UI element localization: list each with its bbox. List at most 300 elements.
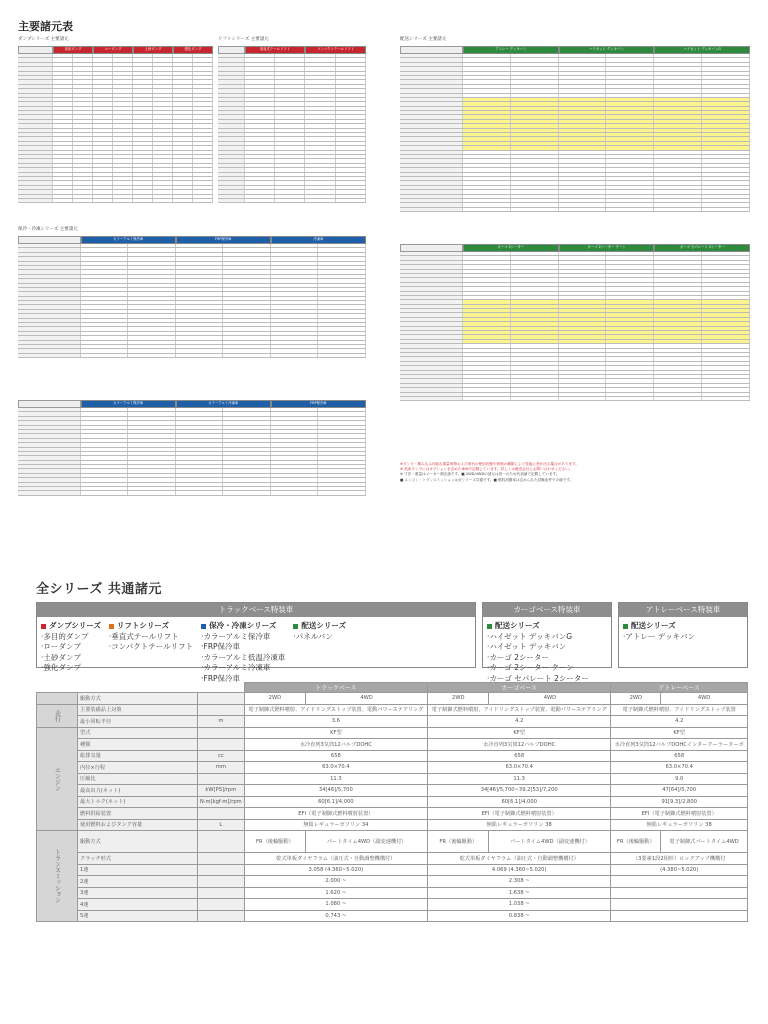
category-head: トラックベース特装車 [37, 603, 475, 617]
mini-table-cell [654, 335, 702, 338]
mini-table-cell [128, 275, 176, 278]
mini-table-cell [218, 76, 245, 79]
mini-table-cell [511, 85, 559, 88]
spec-value: 4WD [661, 693, 748, 705]
spec-row-unit [198, 899, 245, 911]
mini-table-header [218, 46, 366, 54]
mini-table-cell [176, 288, 224, 291]
mini-table-cell [606, 283, 654, 286]
mini-table-cell [113, 133, 133, 136]
mini-table-cell [702, 203, 750, 206]
mini-table-cell [18, 257, 81, 260]
mini-table-cell [559, 265, 607, 268]
series-item: ·パネルバン [293, 631, 333, 641]
mini-table-cell [702, 190, 750, 193]
mini-table-cell [53, 186, 73, 189]
mini-table-cell [223, 244, 271, 247]
mini-table-cell [400, 331, 463, 334]
mini-table-cell [193, 80, 213, 83]
spec-row-unit: cc [198, 750, 245, 762]
mini-table-cell [305, 72, 335, 75]
mini-table-cell [400, 190, 463, 193]
mini-table-cell [606, 164, 654, 167]
mini-table-cell [559, 120, 607, 123]
mini-table-cell [93, 102, 113, 105]
mini-table-cell [606, 393, 654, 396]
mini-table-cell [400, 67, 463, 70]
mini-table-cell [93, 133, 113, 136]
mini-table-cell [400, 142, 463, 145]
mini-table-cell [173, 146, 193, 149]
mini-table-cell [702, 133, 750, 136]
mini-table-cell [702, 142, 750, 145]
mini-table-cell [218, 58, 245, 61]
spec-value: 11.3 [244, 773, 427, 785]
mini-table-cell [93, 186, 113, 189]
header-label-cell [218, 46, 245, 54]
mini-table-cell [93, 159, 113, 162]
mini-table-cell [511, 146, 559, 149]
mini-table-cell [81, 305, 129, 308]
spec-row-unit [198, 693, 245, 705]
mini-table-cell [463, 327, 511, 330]
mini-table-cell [73, 190, 93, 193]
mini-table-cell [81, 332, 129, 335]
mini-table-cell [18, 439, 81, 442]
category-body [483, 617, 611, 688]
mini-table-cell [81, 483, 129, 486]
mini-table-cell [223, 426, 271, 429]
mini-table-cell [245, 177, 275, 180]
mini-table-cell [93, 142, 113, 145]
mini-table-cell [336, 173, 366, 176]
mini-table-cell [606, 98, 654, 101]
mini-table-cell [128, 297, 176, 300]
mini-table-cell [654, 137, 702, 140]
mini-table-cell [336, 137, 366, 140]
mini-table-cell [702, 371, 750, 374]
series-column [201, 621, 285, 684]
mini-table-cell [18, 412, 81, 415]
mini-table-cell [702, 300, 750, 303]
mini-table-cell [18, 443, 81, 446]
mini-table-cell [73, 124, 93, 127]
spec-row-unit: m [198, 716, 245, 728]
mini-table-cell [318, 430, 366, 433]
mini-table-cell [511, 58, 559, 61]
mini-table-cell [559, 203, 607, 206]
mini-table-cell [559, 375, 607, 378]
mini-table-cell [223, 279, 271, 282]
mini-table-cell [463, 146, 511, 149]
mini-table-cell [559, 115, 607, 118]
spec-row-unit [198, 773, 245, 785]
mini-table-cell [463, 58, 511, 61]
mini-table-cell [702, 195, 750, 198]
mini-table-cell [702, 283, 750, 286]
mini-table-cell [559, 177, 607, 180]
common-specs-title: 全シリーズ 共通諸元 [36, 582, 162, 597]
mini-table-cell [336, 164, 366, 167]
spec-value: パートタイム4WD（副変速機付） [306, 831, 428, 853]
mini-table-cell [606, 199, 654, 202]
spec-row [37, 808, 748, 820]
mini-table-cell [511, 102, 559, 105]
mini-table-cell [223, 456, 271, 459]
mini-table-column-header: カーゴ 2シーター クーン [559, 244, 655, 252]
mini-table-cell [559, 393, 607, 396]
mini-table-cell [463, 102, 511, 105]
freezer-series-spec-table [18, 392, 366, 496]
mini-table-cell [193, 133, 213, 136]
mini-table-cell [128, 319, 176, 322]
mini-table-cell [18, 98, 53, 101]
mini-table-cell [305, 89, 335, 92]
mini-table-cell [654, 322, 702, 325]
mini-table-row [18, 491, 366, 495]
mini-table-cell [73, 76, 93, 79]
spec-value: 水冷直列3気筒12バルブDOHCインタークーラーターボ [611, 739, 748, 751]
mini-table-cell [511, 115, 559, 118]
mini-table-cell [336, 72, 366, 75]
mini-table-cell [606, 54, 654, 57]
mini-table-cell [511, 98, 559, 101]
mini-table-cell [305, 151, 335, 154]
mini-table-cell [218, 72, 245, 75]
mini-table-cell [654, 357, 702, 360]
mini-table-cell [153, 181, 173, 184]
mini-table-cell [702, 270, 750, 273]
mini-table-cell [223, 448, 271, 451]
mini-table-cell [336, 129, 366, 132]
mini-table-cell [511, 270, 559, 273]
mini-table-cell [53, 142, 73, 145]
mini-table-cell [153, 85, 173, 88]
mini-table-cell [81, 439, 129, 442]
mini-table-cell [18, 483, 81, 486]
mini-table-cell [702, 393, 750, 396]
mini-table-cell [173, 173, 193, 176]
mini-table-cell [654, 208, 702, 211]
mini-table-cell [173, 177, 193, 180]
mini-table-cell [702, 327, 750, 330]
mini-table-cell [463, 278, 511, 281]
mini-table-cell [153, 173, 173, 176]
mini-table-cell [463, 159, 511, 162]
mini-table-cell [511, 142, 559, 145]
mini-table-cell [654, 98, 702, 101]
spec-value: 4WD [489, 693, 611, 705]
mini-table-cell [81, 426, 129, 429]
mini-table-cell [223, 443, 271, 446]
mini-table-cell [654, 80, 702, 83]
mini-table-cell [463, 115, 511, 118]
mini-table-cell [133, 186, 153, 189]
mini-table-cell [559, 274, 607, 277]
mini-table-body [400, 54, 750, 212]
mini-table-cell [73, 137, 93, 140]
mini-table-cell [176, 345, 224, 348]
mini-table-cell [654, 375, 702, 378]
mini-table-cell [702, 362, 750, 365]
mini-table-cell [218, 120, 245, 123]
mini-table-cell [18, 111, 53, 114]
mini-table-cell [463, 203, 511, 206]
mini-table-cell [702, 186, 750, 189]
mini-table-cell [128, 248, 176, 251]
mini-table-cell [400, 133, 463, 136]
mini-table-cell [559, 371, 607, 374]
mini-table-cell [463, 67, 511, 70]
mini-table-cell [511, 129, 559, 132]
mini-table-cell [318, 443, 366, 446]
mini-table-cell [153, 199, 173, 202]
spec-value [611, 910, 748, 922]
mini-table-cell [511, 274, 559, 277]
spec-value: 0.838 ~ [428, 910, 611, 922]
spec-row-unit [198, 727, 245, 739]
mini-table-cell [53, 94, 73, 97]
mini-table-cell [318, 310, 366, 313]
mini-table-cell [606, 67, 654, 70]
mini-table-cell [93, 151, 113, 154]
mini-table-cell [193, 89, 213, 92]
mini-table-cell [153, 76, 173, 79]
mini-table-cell [271, 469, 319, 472]
category-head: アトレーベース特装車 [619, 603, 747, 617]
mini-table-cell [245, 98, 275, 101]
mini-table-cell [559, 146, 607, 149]
mini-table-cell [223, 487, 271, 490]
mini-table-cell [245, 107, 275, 110]
mini-table-cell [128, 456, 176, 459]
mini-table-cell [400, 89, 463, 92]
mini-table-cell [463, 164, 511, 167]
mini-table-cell [176, 244, 224, 247]
mini-table-cell [400, 107, 463, 110]
mini-table-cell [336, 85, 366, 88]
spec-value: 4.069 (4.360~5.020) [428, 864, 611, 876]
mini-table-cell [336, 76, 366, 79]
mini-table-cell [654, 115, 702, 118]
mini-table-cell [18, 417, 81, 420]
mini-table-cell [128, 465, 176, 468]
header-label-cell [400, 46, 463, 54]
mini-table-cell [81, 417, 129, 420]
mini-table-cell [559, 344, 607, 347]
mini-table-cell [173, 195, 193, 198]
series-column [109, 621, 193, 684]
mini-table-cell [245, 85, 275, 88]
mini-table-cell [81, 434, 129, 437]
mini-table-cell [193, 98, 213, 101]
mini-table-cell [463, 393, 511, 396]
mini-table-cell [654, 362, 702, 365]
mini-table-cell [153, 58, 173, 61]
mini-table-cell [702, 85, 750, 88]
mini-table-cell [654, 353, 702, 356]
mini-table-cell [511, 107, 559, 110]
mini-table-cell [218, 155, 245, 158]
mini-table-cell [245, 142, 275, 145]
mini-table-cell [559, 111, 607, 114]
mini-table-cell [245, 186, 275, 189]
mini-table-cell [400, 85, 463, 88]
mini-table-cell [128, 345, 176, 348]
mini-table-cell [511, 181, 559, 184]
mini-table-cell [81, 430, 129, 433]
mini-table-cell [275, 98, 305, 101]
mini-table-cell [223, 336, 271, 339]
series-name-text: リフトシリーズ [116, 621, 170, 630]
mini-table-cell [559, 362, 607, 365]
mini-table-cell [336, 151, 366, 154]
common-spec-table [36, 682, 748, 922]
mini-table-cell [702, 366, 750, 369]
mini-table-cell [275, 190, 305, 193]
mini-table-cell [113, 76, 133, 79]
mini-table-cell [463, 379, 511, 382]
series-item: ·ハイゼット デッキバン [487, 642, 567, 651]
mini-table-cell [245, 146, 275, 149]
mini-table-cell [606, 146, 654, 149]
spec-value: (4.380~5.020) [611, 864, 748, 876]
mini-table-cell [176, 336, 224, 339]
mini-table-cell [128, 305, 176, 308]
mini-table-cell [511, 292, 559, 295]
mini-table-cell [18, 67, 53, 70]
mini-table-cell [173, 98, 193, 101]
mini-table-cell [606, 151, 654, 154]
mini-table-cell [245, 168, 275, 171]
mini-table-cell [606, 115, 654, 118]
mini-table-cell [93, 111, 113, 114]
mini-table-cell [511, 318, 559, 321]
mini-table-cell [128, 487, 176, 490]
mini-table-cell [18, 408, 81, 411]
mini-table-cell [113, 186, 133, 189]
mini-table-cell [176, 408, 224, 411]
mini-table-cell [218, 124, 245, 127]
mini-table-cell [606, 80, 654, 83]
spec-row-unit: N·m[kgf·m]/rpm [198, 796, 245, 808]
mini-table-cell [218, 168, 245, 171]
mini-table-cell [463, 309, 511, 312]
mini-table-cell [81, 270, 129, 273]
mini-table-cell [271, 434, 319, 437]
mini-table-cell [606, 278, 654, 281]
mini-table-cell [702, 177, 750, 180]
mini-table-cell [245, 124, 275, 127]
mini-table-cell [400, 102, 463, 105]
mini-table-cell [133, 72, 153, 75]
mini-table-cell [559, 287, 607, 290]
mini-table-cell [463, 340, 511, 343]
mini-table-cell [336, 94, 366, 97]
mini-table-cell [133, 142, 153, 145]
mini-table-cell [463, 186, 511, 189]
mini-table-cell [559, 186, 607, 189]
mini-table-cell [218, 181, 245, 184]
mini-table-cell [318, 461, 366, 464]
mini-table-cell [193, 115, 213, 118]
spec-group-cell: 走行 [37, 704, 78, 727]
mini-table-cell [305, 133, 335, 136]
mini-table-cell [245, 133, 275, 136]
mini-table-cell [73, 133, 93, 136]
mini-table-cell [318, 314, 366, 317]
mini-table-cell [463, 173, 511, 176]
mini-table-cell [271, 248, 319, 251]
mini-table-cell [511, 256, 559, 259]
mini-table-cell [53, 85, 73, 88]
mini-table-cell [511, 300, 559, 303]
mini-table-cell [218, 115, 245, 118]
mini-table-cell [463, 397, 511, 400]
mini-table-cell [81, 448, 129, 451]
mini-table-cell [606, 124, 654, 127]
mini-table-cell [173, 124, 193, 127]
mini-table-cell [73, 195, 93, 198]
mini-table-cell [559, 159, 607, 162]
mini-table-cell [654, 309, 702, 312]
mini-table-cell [318, 345, 366, 348]
mini-table-cell [218, 107, 245, 110]
spec-row-label: 種類 [78, 739, 198, 751]
series-color-marker [41, 624, 46, 629]
mini-table-cell [463, 375, 511, 378]
mini-table-cell [559, 397, 607, 400]
mini-table-cell [318, 439, 366, 442]
mini-table-cell [113, 111, 133, 114]
mini-table-cell [400, 362, 463, 365]
mini-table-cell [18, 491, 81, 494]
mini-table-cell [153, 146, 173, 149]
mini-table-cell [133, 151, 153, 154]
spec-row [37, 704, 748, 716]
mini-table-cell [173, 199, 193, 202]
spec-row-unit [198, 910, 245, 922]
mini-table-cell [81, 288, 129, 291]
mini-table-cell [271, 323, 319, 326]
mini-table-cell [18, 151, 53, 154]
mini-table-cell [400, 98, 463, 101]
mini-table-cell [336, 177, 366, 180]
mini-table-cell [606, 335, 654, 338]
mini-table-cell [400, 199, 463, 202]
mini-table-cell [559, 199, 607, 202]
mini-table-cell [702, 76, 750, 79]
mini-table-cell [271, 327, 319, 330]
mini-table-cell [53, 146, 73, 149]
mini-table-column-header: 強化ダンプ [173, 46, 213, 54]
mini-table-cell [318, 275, 366, 278]
mini-table-cell [245, 115, 275, 118]
mini-table-cell [606, 366, 654, 369]
spec-value: 2.000 ~ [244, 876, 427, 888]
mini-table-cell [400, 111, 463, 114]
mini-table-cell [702, 208, 750, 211]
mini-table-cell [81, 262, 129, 265]
mini-table-caption [18, 392, 366, 400]
mini-table-cell [511, 76, 559, 79]
mini-table-cell [559, 270, 607, 273]
mini-table-cell [245, 76, 275, 79]
mini-table-cell [271, 341, 319, 344]
mini-table-cell [193, 177, 213, 180]
spec-row-label: 内径×行程 [78, 762, 198, 774]
mini-table-cell [606, 120, 654, 123]
